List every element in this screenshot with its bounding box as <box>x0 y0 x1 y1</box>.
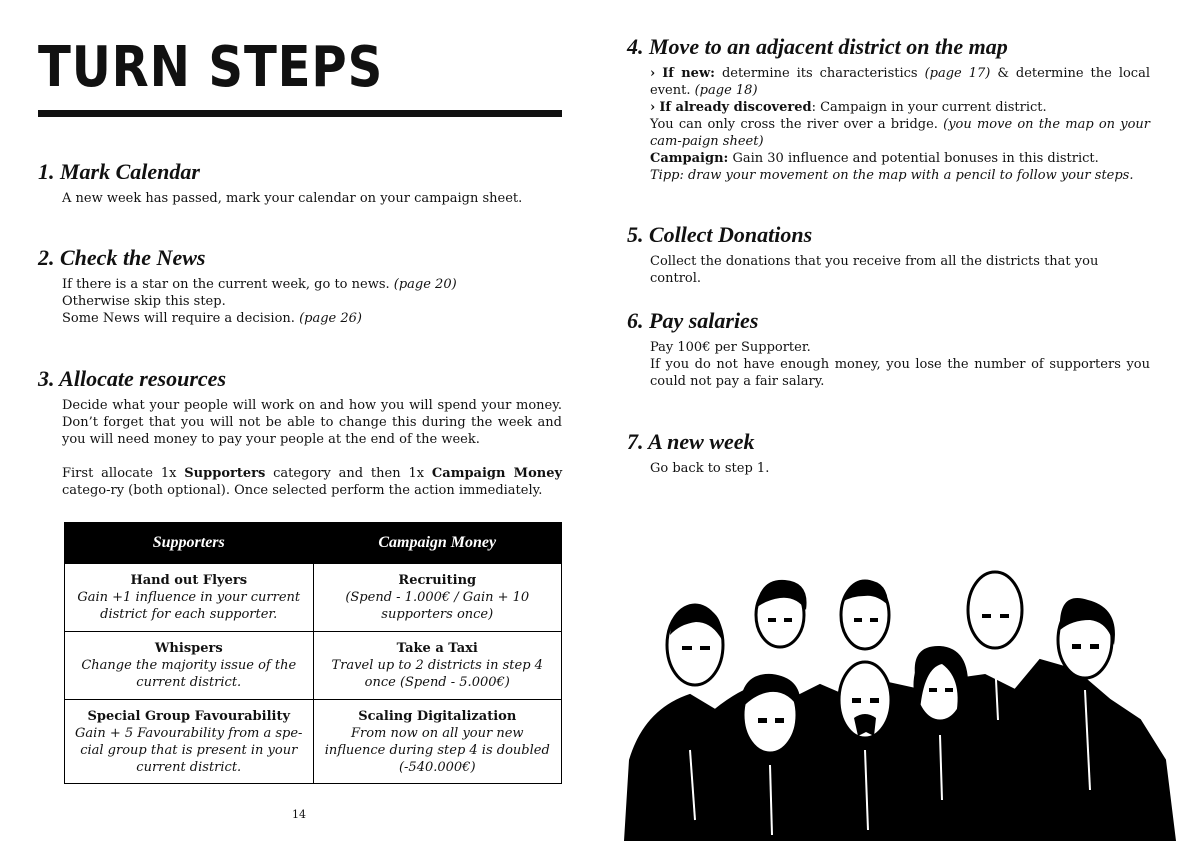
step-4-heading: 4. Move to an adjacent district on the map <box>627 34 1008 59</box>
actions-table <box>64 522 562 784</box>
step-7-section <box>627 430 1150 477</box>
step-6-section <box>627 309 1150 390</box>
table-cell: Take a Taxi Travel up to 2 districts in step 4 once (Spend - 5.000€) <box>313 632 562 700</box>
table-row <box>65 700 562 784</box>
table-cell: Whispers Change the majority issue of the current district. <box>65 632 314 700</box>
page-title: TURN STEPS <box>38 35 384 100</box>
table-header-campaign-money: Campaign Money <box>313 523 562 564</box>
step-5-heading: 5. Collect Donations <box>627 222 813 247</box>
page-number: 14 <box>292 808 306 821</box>
table-cell: Special Group Favourability Gain + 5 Favourability from a spe-cial group that is present in your current district. <box>65 700 314 784</box>
table-row <box>65 564 562 632</box>
table-cell: Hand out Flyers Gain +1 influence in your current district for each supporter. <box>65 564 314 632</box>
table-cell: Recruiting (Spend - 1.000€ / Gain + 10 supporters once) <box>313 564 562 632</box>
step-6-heading: 6. Pay salaries <box>627 308 759 333</box>
step-6-line-2: If you do not have enough money, you lose the number of supporters you could not pay a fair salary. <box>650 357 1150 390</box>
step-3-paragraph-2: First allocate 1x Supporters category and then 1x Campaign Money catego-ry (both optional). Once selected perform the action immediately. <box>62 466 563 499</box>
step-6-line-1: Pay 100€ per Supporter. <box>650 340 811 356</box>
page-ref: (page 26) <box>299 311 362 327</box>
step-3-heading: 3. Allocate resources <box>38 366 226 391</box>
step-7-text: Go back to step 1. <box>650 461 770 477</box>
step-2-line-2: Otherwise skip this step. <box>62 294 226 310</box>
step-2-heading: 2. Check the News <box>38 245 206 270</box>
step-4-river: You can only cross the river over a bridge. (you move on the map on your cam-paign sheet) <box>650 117 1150 150</box>
step-5-text: Collect the donations that you receive from all the districts that you control. <box>650 254 1099 287</box>
title-rule <box>38 110 562 117</box>
step-4-bullet-discovered: › If already discovered: Campaign in your current district. <box>650 100 1047 116</box>
group-of-people-illustration <box>620 560 1180 841</box>
step-3-paragraph-1: Decide what your people will work on and how you will spend your money. Don’t forget that you will not be able to change this during the week and you will need money to pay your people at the end of the week. <box>62 398 562 448</box>
table-header-supporters: Supporters <box>65 523 314 564</box>
step-5-section <box>627 223 1150 287</box>
step-3-section <box>38 367 562 499</box>
step-2-line-3: Some News will require a decision. (page 26) <box>62 311 362 327</box>
step-2-line-1: If there is a star on the current week, go to news. (page 20) <box>62 277 457 293</box>
step-4-tipp: Tipp: draw your movement on the map with a pencil to follow your steps. <box>650 168 1134 184</box>
step-4-section <box>627 35 1150 184</box>
table-cell: Scaling Digitalization From now on all your new influence during step 4 is doubled (-540.000€) <box>313 700 562 784</box>
step-4-bullet-new: › If new: determine its characteristics (page 17) & determine the local event. (page 18) <box>650 66 1150 99</box>
step-7-heading: 7. A new week <box>627 429 755 454</box>
table-row <box>65 632 562 700</box>
page-ref: (page 20) <box>393 277 457 293</box>
step-4-campaign: Campaign: Gain 30 influence and potential bonuses in this district. <box>650 151 1099 167</box>
step-2-section <box>38 246 562 327</box>
step-1-heading: 1. Mark Calendar <box>38 159 200 184</box>
step-1-section <box>38 160 562 207</box>
step-1-text: A new week has passed, mark your calendar on your campaign sheet. <box>62 191 523 207</box>
